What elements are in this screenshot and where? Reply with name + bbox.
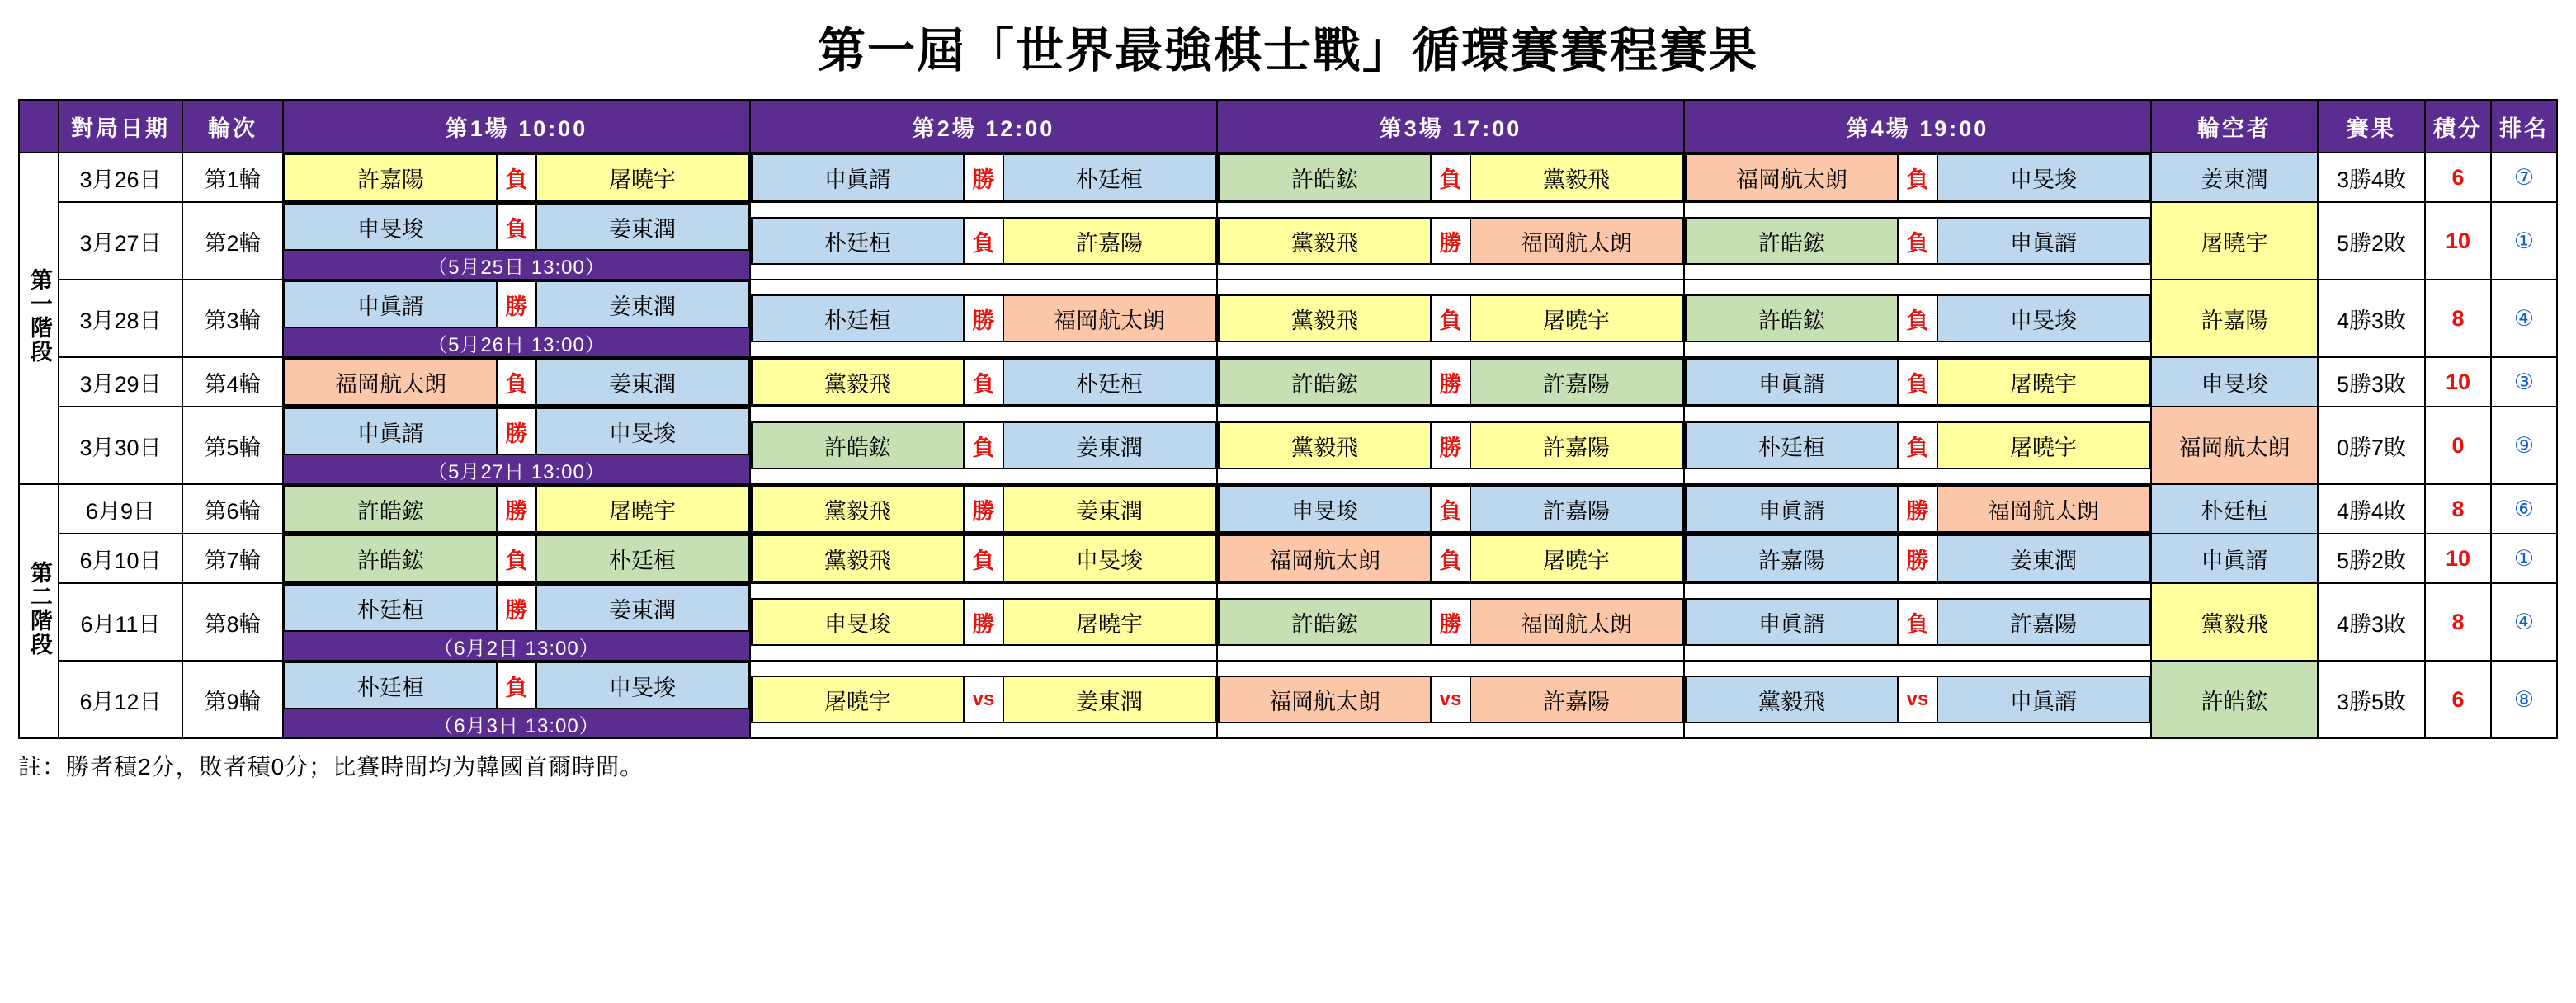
player-right: 姜東潤 bbox=[536, 585, 748, 631]
player-right: 許嘉陽 bbox=[1470, 676, 1682, 723]
match-date: 6月10日 bbox=[59, 534, 182, 583]
col-result: 賽果 bbox=[2318, 100, 2425, 153]
player-left: 許皓鋐 bbox=[285, 535, 497, 582]
player-right: 姜東潤 bbox=[1003, 486, 1215, 532]
player-left: 福岡航太朗 bbox=[1219, 535, 1431, 582]
match-marker: 勝 bbox=[497, 408, 536, 454]
match-cell-4 bbox=[1684, 534, 2151, 583]
player-left: 申眞諝 bbox=[1686, 486, 1898, 532]
reschedule-note: （5月26日 13:00） bbox=[284, 328, 749, 356]
match-cell-1 bbox=[283, 407, 750, 484]
match-marker: 負 bbox=[1898, 599, 1937, 645]
match-date: 6月11日 bbox=[59, 583, 182, 661]
match-cell-3 bbox=[1217, 661, 1684, 738]
match-marker: 勝 bbox=[497, 585, 536, 631]
col-stage bbox=[19, 100, 59, 153]
table-row bbox=[19, 280, 2557, 357]
bye-player: 許皓鋐 bbox=[2151, 661, 2318, 738]
player-right: 屠曉宇 bbox=[1470, 535, 1682, 582]
match-marker: 負 bbox=[1898, 218, 1937, 264]
bye-player: 姜東潤 bbox=[2151, 153, 2318, 202]
player-left: 申旻埈 bbox=[285, 204, 497, 250]
col-match1: 第1場 10:00 bbox=[283, 100, 750, 153]
match-cell-2 bbox=[750, 407, 1217, 484]
points: 10 bbox=[2425, 357, 2491, 407]
match-marker: 負 bbox=[964, 359, 1003, 405]
match-cell-1 bbox=[283, 357, 750, 407]
match-marker: 勝 bbox=[964, 486, 1003, 532]
match-cell-1 bbox=[283, 202, 750, 280]
match-marker: 負 bbox=[497, 204, 536, 250]
player-right: 朴廷桓 bbox=[536, 535, 748, 582]
match-marker: 負 bbox=[1431, 535, 1470, 582]
player-left: 許皓鋐 bbox=[1686, 295, 1898, 341]
reschedule-note: （5月25日 13:00） bbox=[284, 251, 749, 279]
player-left: 屠曉宇 bbox=[752, 676, 964, 723]
match-marker: 勝 bbox=[1431, 359, 1470, 405]
points: 10 bbox=[2425, 534, 2491, 583]
player-left: 黨毅飛 bbox=[1686, 676, 1898, 723]
points: 8 bbox=[2425, 280, 2491, 357]
player-right: 福岡航太朗 bbox=[1937, 486, 2149, 532]
match-cell-2 bbox=[750, 534, 1217, 583]
match-marker: 負 bbox=[1898, 154, 1937, 200]
player-right: 朴廷桓 bbox=[1003, 154, 1215, 200]
match-cell-1 bbox=[283, 484, 750, 534]
match-marker: 負 bbox=[1898, 295, 1937, 341]
match-cell-3 bbox=[1217, 280, 1684, 357]
match-cell-2 bbox=[750, 583, 1217, 661]
bye-player: 屠曉宇 bbox=[2151, 202, 2318, 280]
player-right: 申旻埈 bbox=[1937, 295, 2149, 341]
match-cell-3 bbox=[1217, 407, 1684, 484]
player-right: 姜東潤 bbox=[1003, 676, 1215, 723]
player-right: 申眞諝 bbox=[1937, 676, 2149, 723]
col-rest: 輪空者 bbox=[2151, 100, 2318, 153]
player-right: 申旻埈 bbox=[536, 408, 748, 454]
player-left: 許皓鋐 bbox=[285, 486, 497, 532]
match-marker: 勝 bbox=[964, 295, 1003, 341]
round-label: 第8輪 bbox=[182, 583, 283, 661]
player-right: 許嘉陽 bbox=[1003, 218, 1215, 264]
player-right: 屠曉宇 bbox=[1003, 599, 1215, 645]
match-marker: 負 bbox=[1431, 154, 1470, 200]
match-cell-2 bbox=[750, 661, 1217, 738]
round-label: 第5輪 bbox=[182, 407, 283, 484]
match-marker: 負 bbox=[1898, 422, 1937, 469]
table-row bbox=[19, 153, 2557, 202]
player-left: 許嘉陽 bbox=[285, 154, 497, 200]
player-right: 申眞諝 bbox=[1937, 218, 2149, 264]
match-cell-1 bbox=[283, 153, 750, 202]
rank: ⑨ bbox=[2491, 407, 2557, 484]
player-right: 福岡航太朗 bbox=[1003, 295, 1215, 341]
record: 3勝4敗 bbox=[2318, 153, 2425, 202]
match-marker: 勝 bbox=[1898, 535, 1937, 582]
player-right: 福岡航太朗 bbox=[1470, 599, 1682, 645]
player-left: 許皓鋐 bbox=[1219, 359, 1431, 405]
player-right: 申旻埈 bbox=[1937, 154, 2149, 200]
round-label: 第3輪 bbox=[182, 280, 283, 357]
player-left: 許嘉陽 bbox=[1686, 535, 1898, 582]
match-marker: 勝 bbox=[497, 281, 536, 327]
match-date: 3月30日 bbox=[59, 407, 182, 484]
player-left: 申眞諝 bbox=[1686, 359, 1898, 405]
match-cell-4 bbox=[1684, 583, 2151, 661]
table-row bbox=[19, 484, 2557, 534]
match-marker: 負 bbox=[497, 535, 536, 582]
player-left: 申旻埈 bbox=[752, 599, 964, 645]
match-marker: 勝 bbox=[964, 154, 1003, 200]
match-marker: 勝 bbox=[1431, 422, 1470, 469]
match-cell-4 bbox=[1684, 153, 2151, 202]
player-right: 屠曉宇 bbox=[536, 486, 748, 532]
table-row bbox=[19, 407, 2557, 484]
bye-player: 黨毅飛 bbox=[2151, 583, 2318, 661]
player-left: 申旻埈 bbox=[1219, 486, 1431, 532]
player-right: 許嘉陽 bbox=[1470, 486, 1682, 532]
player-left: 黨毅飛 bbox=[1219, 422, 1431, 469]
player-left: 黨毅飛 bbox=[1219, 218, 1431, 264]
stage-label: 第二階段 bbox=[19, 484, 59, 738]
points: 8 bbox=[2425, 583, 2491, 661]
match-cell-4 bbox=[1684, 280, 2151, 357]
match-cell-3 bbox=[1217, 484, 1684, 534]
player-left: 黨毅飛 bbox=[1219, 295, 1431, 341]
player-right: 姜東潤 bbox=[536, 281, 748, 327]
match-date: 3月27日 bbox=[59, 202, 182, 280]
col-round: 輪次 bbox=[182, 100, 283, 153]
match-cell-3 bbox=[1217, 202, 1684, 280]
player-left: 黨毅飛 bbox=[752, 535, 964, 582]
bye-player: 福岡航太朗 bbox=[2151, 407, 2318, 484]
col-date: 對局日期 bbox=[59, 100, 182, 153]
match-date: 6月12日 bbox=[59, 661, 182, 738]
player-left: 許皓鋐 bbox=[752, 422, 964, 469]
reschedule-note: （5月27日 13:00） bbox=[284, 455, 749, 483]
match-cell-4 bbox=[1684, 661, 2151, 738]
player-left: 黨毅飛 bbox=[752, 486, 964, 532]
reschedule-note: （6月3日 13:00） bbox=[284, 709, 749, 737]
match-date: 6月9日 bbox=[59, 484, 182, 534]
match-marker: vs bbox=[1898, 676, 1937, 723]
record: 5勝3敗 bbox=[2318, 357, 2425, 407]
rank: ④ bbox=[2491, 583, 2557, 661]
match-marker: 負 bbox=[964, 535, 1003, 582]
record: 4勝3敗 bbox=[2318, 583, 2425, 661]
match-cell-3 bbox=[1217, 357, 1684, 407]
match-cell-3 bbox=[1217, 583, 1684, 661]
table-row bbox=[19, 661, 2557, 738]
rank: ① bbox=[2491, 534, 2557, 583]
match-marker: 負 bbox=[964, 218, 1003, 264]
table-row bbox=[19, 534, 2557, 583]
player-left: 福岡航太朗 bbox=[1686, 154, 1898, 200]
points: 0 bbox=[2425, 407, 2491, 484]
bye-player: 申旻埈 bbox=[2151, 357, 2318, 407]
player-right: 許嘉陽 bbox=[1470, 359, 1682, 405]
player-right: 黨毅飛 bbox=[1470, 154, 1682, 200]
player-right: 申旻埈 bbox=[1003, 535, 1215, 582]
record: 3勝5敗 bbox=[2318, 661, 2425, 738]
points: 6 bbox=[2425, 661, 2491, 738]
match-date: 3月26日 bbox=[59, 153, 182, 202]
record: 0勝7敗 bbox=[2318, 407, 2425, 484]
record: 4勝4敗 bbox=[2318, 484, 2425, 534]
col-points: 積分 bbox=[2425, 100, 2491, 153]
match-date: 3月28日 bbox=[59, 280, 182, 357]
player-left: 許皓鋐 bbox=[1219, 154, 1431, 200]
player-right: 姜東潤 bbox=[1003, 422, 1215, 469]
table-row bbox=[19, 357, 2557, 407]
table-row bbox=[19, 583, 2557, 661]
round-label: 第2輪 bbox=[182, 202, 283, 280]
record: 4勝3敗 bbox=[2318, 280, 2425, 357]
player-right: 朴廷桓 bbox=[1003, 359, 1215, 405]
player-left: 申眞諝 bbox=[285, 281, 497, 327]
match-marker: 負 bbox=[1431, 295, 1470, 341]
match-marker: vs bbox=[1431, 676, 1470, 723]
col-match4: 第4場 19:00 bbox=[1684, 100, 2151, 153]
bye-player: 許嘉陽 bbox=[2151, 280, 2318, 357]
player-left: 朴廷桓 bbox=[752, 295, 964, 341]
record: 5勝2敗 bbox=[2318, 202, 2425, 280]
bye-player: 申眞諝 bbox=[2151, 534, 2318, 583]
match-marker: 勝 bbox=[497, 486, 536, 532]
match-marker: 負 bbox=[1898, 359, 1937, 405]
match-cell-1 bbox=[283, 534, 750, 583]
match-cell-1 bbox=[283, 661, 750, 738]
match-cell-3 bbox=[1217, 534, 1684, 583]
col-rank: 排名 bbox=[2491, 100, 2557, 153]
player-left: 朴廷桓 bbox=[285, 662, 497, 709]
match-date: 3月29日 bbox=[59, 357, 182, 407]
match-marker: 負 bbox=[497, 154, 536, 200]
player-left: 福岡航太朗 bbox=[1219, 676, 1431, 723]
match-cell-4 bbox=[1684, 484, 2151, 534]
match-cell-3 bbox=[1217, 153, 1684, 202]
match-cell-2 bbox=[750, 357, 1217, 407]
round-label: 第7輪 bbox=[182, 534, 283, 583]
match-marker: 勝 bbox=[1898, 486, 1937, 532]
round-label: 第1輪 bbox=[182, 153, 283, 202]
player-left: 朴廷桓 bbox=[752, 218, 964, 264]
match-marker: 勝 bbox=[1431, 218, 1470, 264]
stage-label: 第一階段 bbox=[19, 153, 59, 484]
table-head bbox=[19, 100, 2557, 153]
player-left: 申眞諝 bbox=[1686, 599, 1898, 645]
player-left: 許皓鋐 bbox=[1686, 218, 1898, 264]
match-cell-2 bbox=[750, 484, 1217, 534]
record: 5勝2敗 bbox=[2318, 534, 2425, 583]
table-header-row bbox=[19, 100, 2557, 153]
footnote: 註：勝者積2分，敗者積0分；比賽時間均为韓國首爾時間。 bbox=[18, 754, 644, 779]
player-left: 朴廷桓 bbox=[1686, 422, 1898, 469]
page-title: 第一屆「世界最強棋士戰」循環賽賽程賽果 bbox=[817, 22, 1758, 78]
reschedule-note: （6月2日 13:00） bbox=[284, 632, 749, 660]
player-right: 屠曉宇 bbox=[1937, 422, 2149, 469]
player-right: 許嘉陽 bbox=[1937, 599, 2149, 645]
match-marker: 負 bbox=[1431, 486, 1470, 532]
match-marker: 勝 bbox=[1431, 599, 1470, 645]
player-right: 姜東潤 bbox=[536, 204, 748, 250]
match-marker: 負 bbox=[497, 662, 536, 709]
match-marker: 負 bbox=[497, 359, 536, 405]
player-left: 黨毅飛 bbox=[752, 359, 964, 405]
points: 10 bbox=[2425, 202, 2491, 280]
player-left: 許皓鋐 bbox=[1219, 599, 1431, 645]
player-right: 姜東潤 bbox=[1937, 535, 2149, 582]
bye-player: 朴廷桓 bbox=[2151, 484, 2318, 534]
player-right: 姜東潤 bbox=[536, 359, 748, 405]
round-label: 第6輪 bbox=[182, 484, 283, 534]
player-right: 屠曉宇 bbox=[536, 154, 748, 200]
match-cell-2 bbox=[750, 280, 1217, 357]
points: 6 bbox=[2425, 153, 2491, 202]
match-cell-4 bbox=[1684, 407, 2151, 484]
rank: ③ bbox=[2491, 357, 2557, 407]
player-left: 申眞諝 bbox=[285, 408, 497, 454]
col-match2: 第2場 12:00 bbox=[750, 100, 1217, 153]
player-right: 許嘉陽 bbox=[1470, 422, 1682, 469]
player-left: 福岡航太朗 bbox=[285, 359, 497, 405]
schedule-table bbox=[18, 99, 2558, 739]
rank: ⑦ bbox=[2491, 153, 2557, 202]
player-left: 申眞諝 bbox=[752, 154, 964, 200]
table-row bbox=[19, 202, 2557, 280]
match-marker: 負 bbox=[964, 422, 1003, 469]
round-label: 第4輪 bbox=[182, 357, 283, 407]
player-right: 屠曉宇 bbox=[1470, 295, 1682, 341]
rank: ① bbox=[2491, 202, 2557, 280]
player-right: 申旻埈 bbox=[536, 662, 748, 709]
col-match3: 第3場 17:00 bbox=[1217, 100, 1684, 153]
match-cell-2 bbox=[750, 202, 1217, 280]
match-cell-4 bbox=[1684, 202, 2151, 280]
rank: ⑥ bbox=[2491, 484, 2557, 534]
match-marker: vs bbox=[964, 676, 1003, 723]
match-cell-2 bbox=[750, 153, 1217, 202]
round-label: 第9輪 bbox=[182, 661, 283, 738]
player-right: 屠曉宇 bbox=[1937, 359, 2149, 405]
points: 8 bbox=[2425, 484, 2491, 534]
match-cell-4 bbox=[1684, 357, 2151, 407]
rank: ⑧ bbox=[2491, 661, 2557, 738]
match-cell-1 bbox=[283, 280, 750, 357]
match-cell-1 bbox=[283, 583, 750, 661]
rank: ④ bbox=[2491, 280, 2557, 357]
table-body bbox=[19, 153, 2557, 738]
match-marker: 勝 bbox=[964, 599, 1003, 645]
player-right: 福岡航太朗 bbox=[1470, 218, 1682, 264]
player-left: 朴廷桓 bbox=[285, 585, 497, 631]
